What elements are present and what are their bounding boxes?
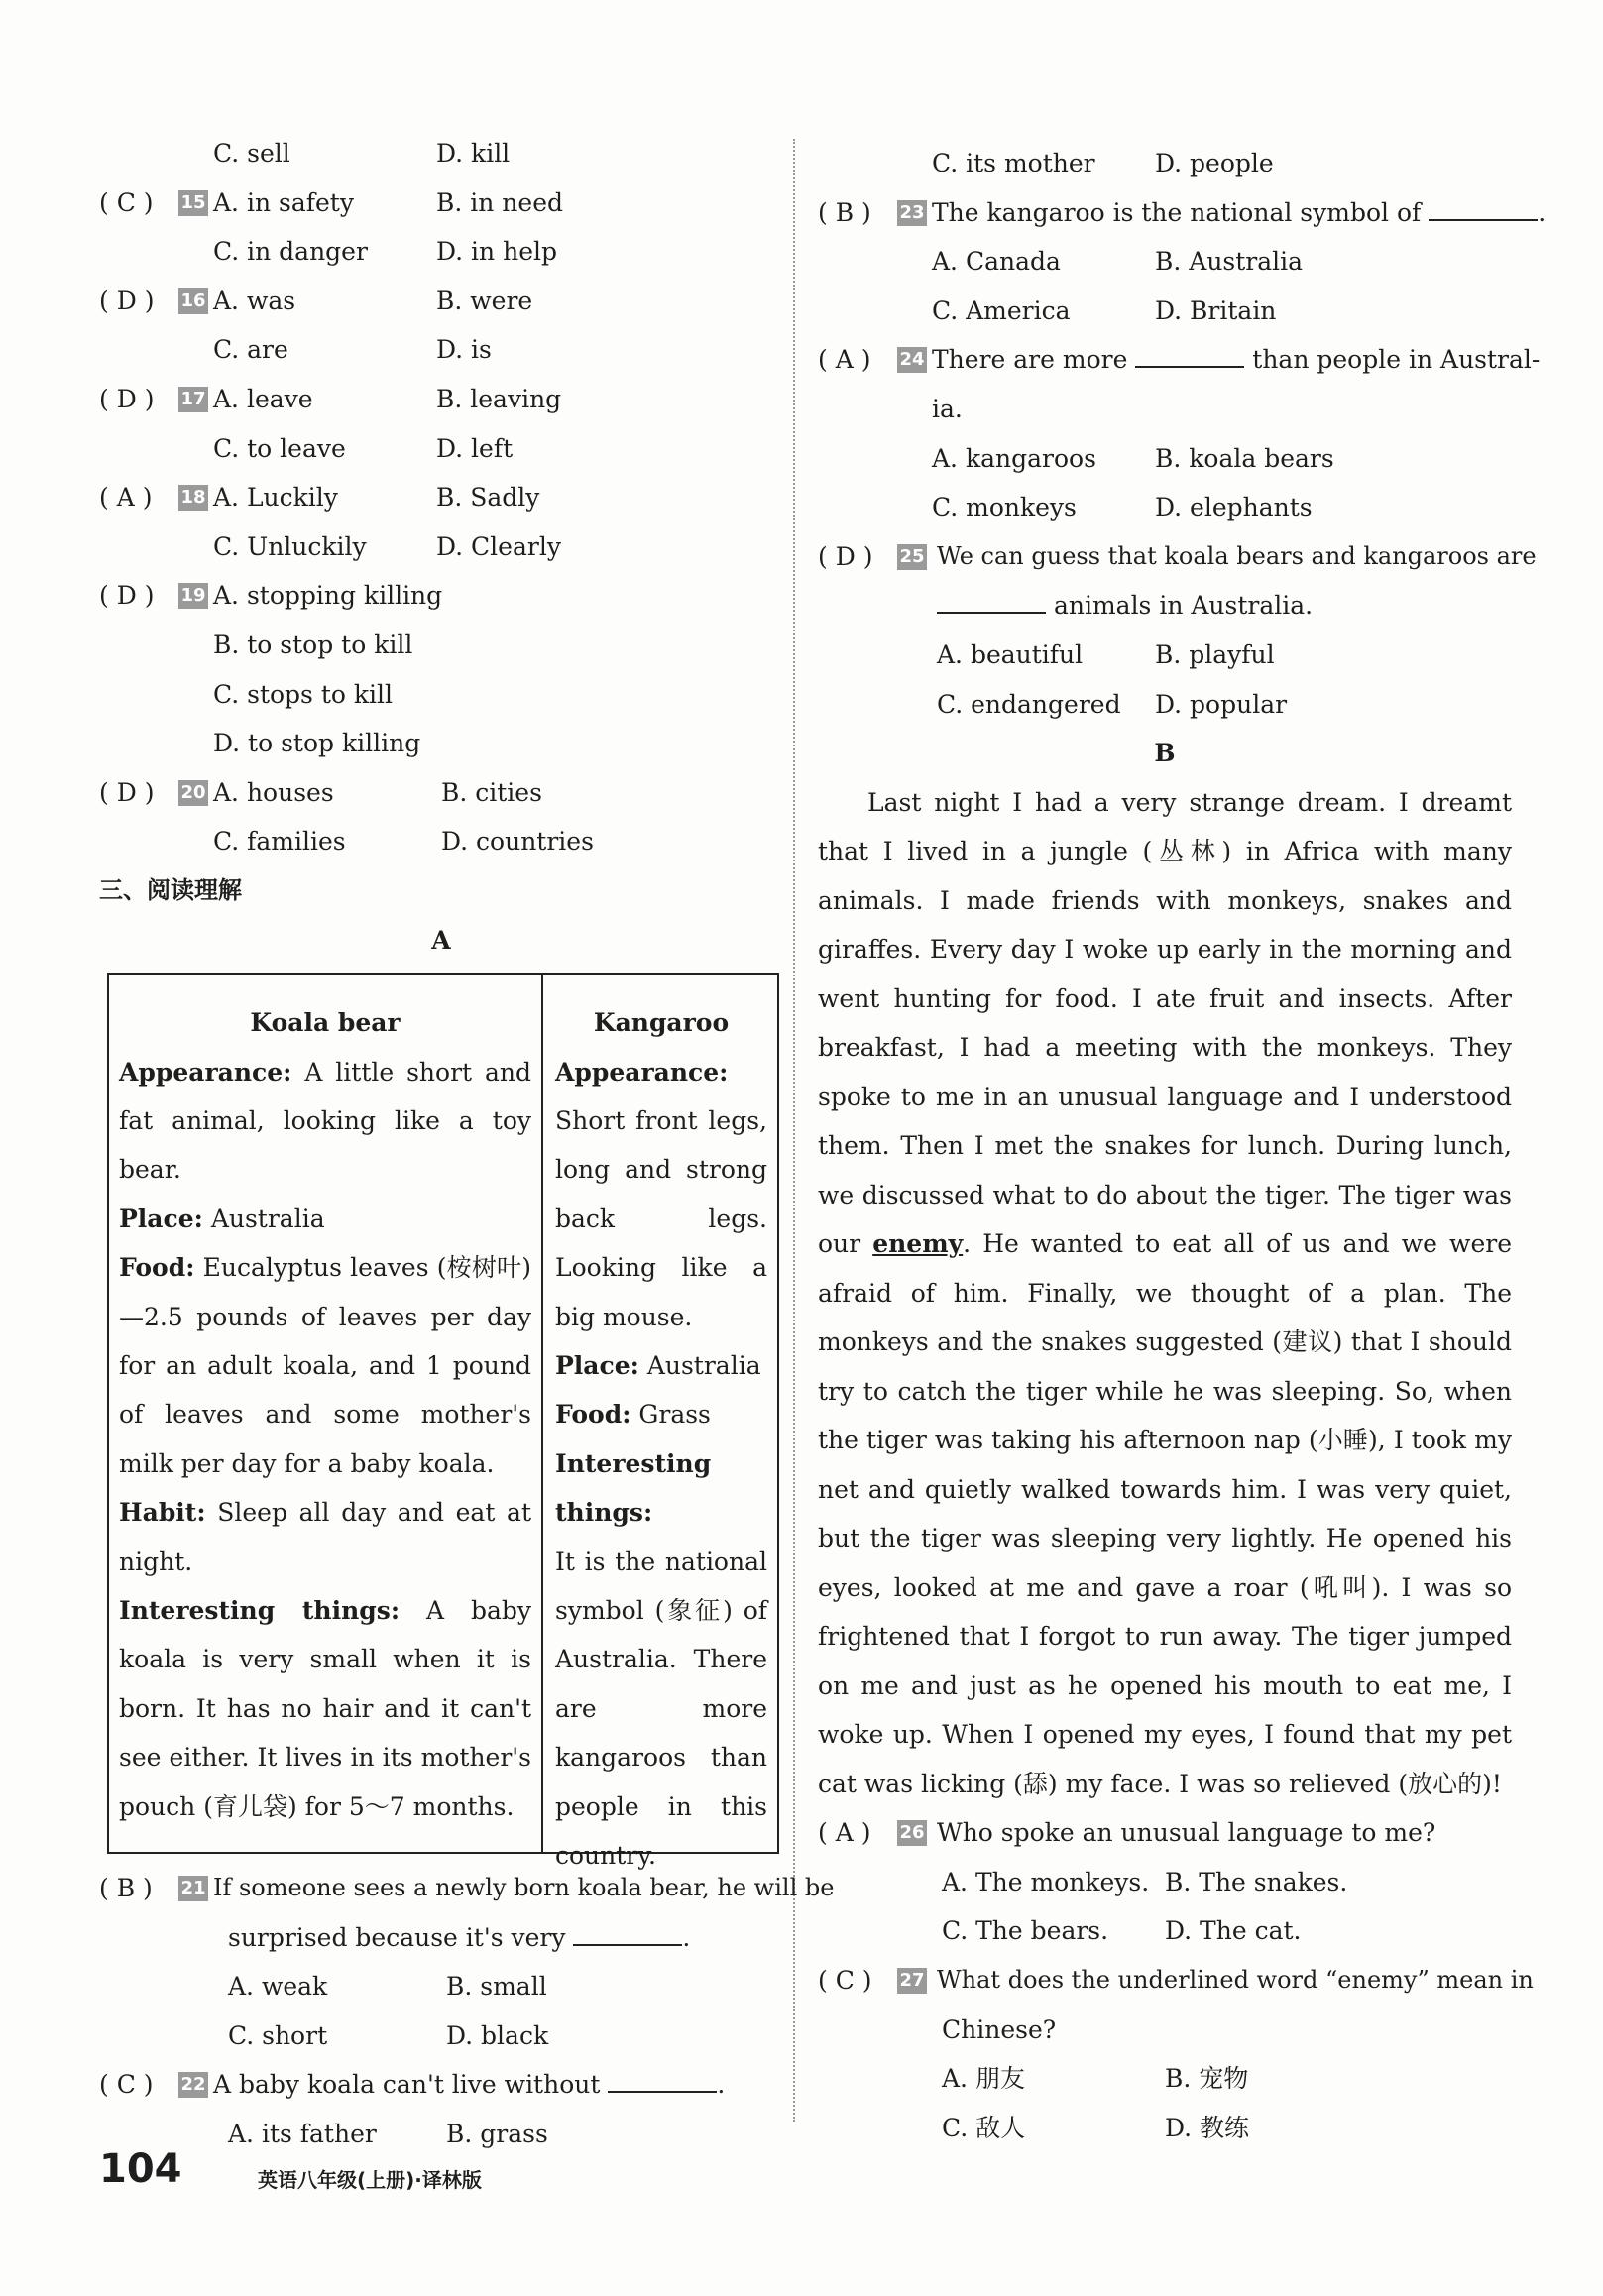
question-number-badge: 26 — [897, 1820, 927, 1846]
question-number-badge: 22 — [178, 2072, 208, 2098]
q14-options-cd: C. sell D. kill — [213, 139, 511, 168]
question-23: ( B ) 23 The kangaroo is the national symbol of . A. Canada B. Australia C. America D. Britain — [818, 197, 1546, 325]
question-21: ( B ) 21 If someone sees a newly born koala bear, he will be surprised because it's very . A. weak B. small C. short D. black — [99, 1874, 835, 2050]
book-title: 英语八年级(上册)·译林版 — [258, 2168, 482, 2192]
question-number-badge: 16 — [178, 288, 208, 314]
question-19: ( D ) 19 A. stopping killing B. to stop to kill C. stops to kill D. to stop killing — [99, 581, 443, 758]
question-number-badge: 23 — [897, 200, 927, 226]
question-number-badge: 19 — [178, 583, 208, 609]
kangaroo-column: Kangaroo Appearance: Short front legs, long and strong back legs. Looking like a big mouse. Place: Australia Food: Grass Interesting things: It is the national symbol (象征) of Australia. There are more kangaroos than people in this country. — [555, 1008, 767, 1870]
question-number-badge: 20 — [178, 780, 208, 806]
question-27: ( C ) 27 What does the underlined word “enemy” mean in Chinese? A. 朋友 B. 宠物 C. 敌人 D. 教练 — [818, 1966, 1534, 2142]
question-number-badge: 17 — [178, 387, 208, 412]
right-column — [818, 139, 1546, 2152]
question-18: ( A ) 18 A. Luckily B. Sadly C. Unluckily D. Clearly — [99, 483, 561, 561]
animal-info-table — [107, 973, 779, 1870]
question-number-badge: 18 — [178, 485, 208, 511]
question-26: ( A ) 26 Who spoke an unusual language to me? A. The monkeys. B. The snakes. C. The bears. D. The cat. — [818, 1818, 1436, 1946]
page-number: 104 — [99, 2146, 182, 2192]
left-column — [99, 129, 835, 2159]
question-17: ( D ) 17 A. leave B. leaving C. to leave D. left — [99, 384, 562, 463]
passage-b-label: B — [1154, 739, 1176, 768]
passage-b-text: Last night I had a very strange dream. I dreamt that I lived in a jungle (丛林) in Africa with many animals. I made friends with monkeys, snakes and giraffes. Every day I woke up early in the morning and went hunting for food. I ate fruit and insects. After breakfast, I had a meeting with the monkeys. They spoke to me in an unusual language and I understood them. Then I met the snakes for lunch. During lunch, we discussed what to do about the tiger. The tiger was our enemy. He wanted to eat all of us and we were afraid of him. Finally, we thought of a plan. The monkeys and the snakes suggested (建议) that I should try to catch the tiger while he was sleeping. So, when the tiger was taking his afternoon nap (小睡), I took my net and quietly walked towards him. I was very quiet, but the tiger was sleeping very lightly. He opened his eyes, looked at me and gave a roar (吼叫). I was so frightened that I forgot to run away. The tiger jumped on me and just as he opened his mouth to eat me, I woke up. When I opened my eyes, I found that my pet cat was licking (舔) my face. I was so relieved (放心的)! — [818, 787, 1512, 1798]
underlined-word: enemy — [872, 1229, 964, 1259]
question-number-badge: 25 — [897, 544, 927, 570]
passage-a-label: A — [431, 925, 451, 955]
question-number-badge: 24 — [897, 347, 927, 373]
column-divider — [793, 139, 795, 2122]
question-25: ( D ) 25 We can guess that koala bears and kangaroos are animals in Australia. A. beautiful B. playful C. endangered D. popular — [818, 541, 1537, 719]
koala-column: Koala bear Appearance: A little short and fat animal, looking like a toy bear. Place: Australia Food: Eucalyptus leaves (桉树叶)—2.5 pounds of leaves per day for an adult koala, and 1 pound of leaves and some mother's milk per day for a baby koala. Habit: Sleep all day and eat at night. Interesting things: A baby koala is very small when it is born. It has no hair and it can't see either. It lives in its mother's pouch (育儿袋) for 5～7 months. — [109, 975, 543, 1852]
question-number-badge: 15 — [178, 190, 208, 216]
question-22: ( C ) 22 A baby koala can't live without . A. its father B. grass — [99, 2070, 726, 2149]
question-number-badge: 21 — [178, 1876, 208, 1901]
question-number-badge: 27 — [897, 1968, 927, 1994]
question-20: ( D ) 20 A. houses B. cities C. families D. countries — [99, 777, 594, 857]
section-heading: 三、阅读理解 — [99, 875, 242, 904]
q22-options-cd: C. its mother D. people — [932, 149, 1274, 177]
question-24: ( A ) 24 There are more than people in Austral- ia. A. kangaroos B. koala bears C. monkeys D. elephants — [818, 345, 1541, 522]
question-16: ( D ) 16 A. was B. were C. are D. is — [99, 286, 533, 365]
question-15: ( C ) 15 A. in safety B. in need C. in danger D. in help — [99, 187, 564, 267]
page-footer — [99, 2146, 482, 2192]
